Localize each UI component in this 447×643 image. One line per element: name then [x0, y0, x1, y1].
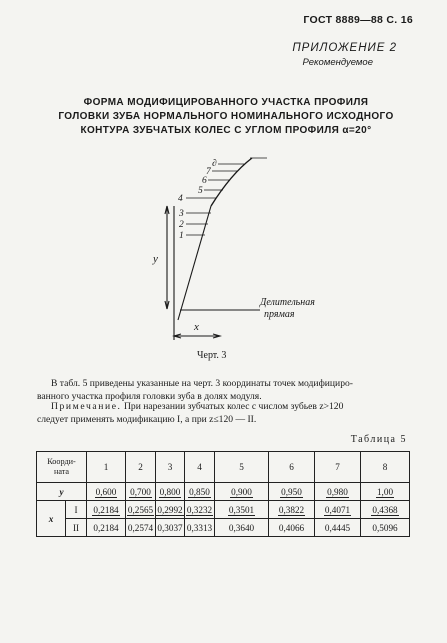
mod-label-2: II: [66, 519, 87, 537]
x2-cell-6: 0,4066: [269, 519, 315, 537]
header-col-5: 5: [215, 452, 269, 483]
point-label-7: 7: [206, 167, 211, 177]
x1-cell-8: 0,4368: [361, 501, 410, 519]
doc-title-line-3: КОНТУРА ЗУБЧАТЫХ КОЛЕС С УГЛОМ ПРОФИЛЯ α=20°: [80, 125, 372, 136]
x2-cell-7: 0,4445: [315, 519, 361, 537]
y-cell-3: 0,800: [156, 483, 185, 501]
y-cell-2: 0,700: [126, 483, 156, 501]
appendix-subtitle: Рекомендуемое: [302, 57, 373, 68]
point-label-2: 2: [179, 220, 184, 230]
note-line-2: следует применять модификацию I, а при z≤120 — II.: [37, 414, 257, 425]
point-label-6: 6: [202, 176, 207, 186]
x2-cell-2: 0,2574: [126, 519, 156, 537]
doc-title-line-2: ГОЛОВКИ ЗУБА НОРМАЛЬНОГО НОМИНАЛЬНОГО ИСХОДНОГО: [58, 111, 394, 122]
x1-cell-7: 0,4071: [315, 501, 361, 519]
page-header: ГОСТ 8889—88 С. 16: [303, 14, 413, 26]
coordinates-table: [36, 451, 410, 537]
table-row-x1: [37, 501, 410, 519]
x2-cell-3: 0,3037: [156, 519, 185, 537]
mod-label-1: I: [66, 501, 87, 519]
header-col-1: 1: [87, 452, 126, 483]
point-label-3: 3: [179, 209, 184, 219]
point-label-5: 5: [198, 186, 203, 196]
note-label: Примечание.: [51, 401, 122, 412]
header-coordinate: Коорди- ната: [37, 452, 87, 483]
header-col-6: 6: [269, 452, 315, 483]
x1-cell-3: 0,2992: [156, 501, 185, 519]
header-col-4: 4: [185, 452, 215, 483]
header-col-7: 7: [315, 452, 361, 483]
point-label-1: 1: [179, 231, 184, 241]
x1-cell-6: 0,3822: [269, 501, 315, 519]
point-label-4: 4: [178, 194, 183, 204]
y-dimension-label: y: [153, 253, 158, 265]
y-cell-8: 1,00: [361, 483, 410, 501]
modified-profile-curve: [211, 158, 252, 206]
row-label-y: y: [37, 483, 87, 501]
y-cell-4: 0,850: [185, 483, 215, 501]
x2-cell-4: 0,3313: [185, 519, 215, 537]
y-cell-6: 0,950: [269, 483, 315, 501]
table-caption: Таблица 5: [350, 434, 407, 445]
header-col-3: 3: [156, 452, 185, 483]
table-header-row: [37, 452, 410, 483]
x-dimension-label: x: [194, 321, 199, 333]
y-cell-1: 0,600: [87, 483, 126, 501]
x2-cell-5: 0,3640: [215, 519, 269, 537]
figure-caption: Черт. 3: [197, 350, 227, 361]
point-label-8: ∂: [212, 159, 217, 169]
row-label-x: x: [37, 501, 66, 537]
x2-cell-1: 0,2184: [87, 519, 126, 537]
y-cell-5: 0,900: [215, 483, 269, 501]
table-row-x2: [37, 519, 410, 537]
x2-cell-8: 0,5096: [361, 519, 410, 537]
doc-title-line-1: ФОРМА МОДИФИЦИРОВАННОГО УЧАСТКА ПРОФИЛЯ: [83, 97, 369, 108]
x1-cell-5: 0,3501: [215, 501, 269, 519]
x1-cell-2: 0,2565: [126, 501, 156, 519]
header-col-2: 2: [126, 452, 156, 483]
profile-diagram: [138, 150, 338, 350]
paragraph-line-2: ванного участка профиля головки зуба в долях модуля.: [37, 391, 262, 402]
appendix-title: ПРИЛОЖЕНИЕ 2: [292, 42, 397, 54]
paragraph-line-1: В табл. 5 приведены указанные на черт. 3 координаты точек модифициро-: [51, 378, 353, 389]
x1-cell-4: 0,3232: [185, 501, 215, 519]
x1-cell-1: 0,2184: [87, 501, 126, 519]
note-line-1: [37, 400, 409, 413]
pitch-line-label-2: прямая: [264, 309, 295, 320]
y-cell-7: 0,980: [315, 483, 361, 501]
pitch-line-label-1: Делительная: [260, 297, 315, 308]
header-col-8: 8: [361, 452, 410, 483]
note-text-1: При нарезании зубчатых колес с числом зубьев z>120: [123, 401, 344, 412]
table-row-y: [37, 483, 410, 501]
